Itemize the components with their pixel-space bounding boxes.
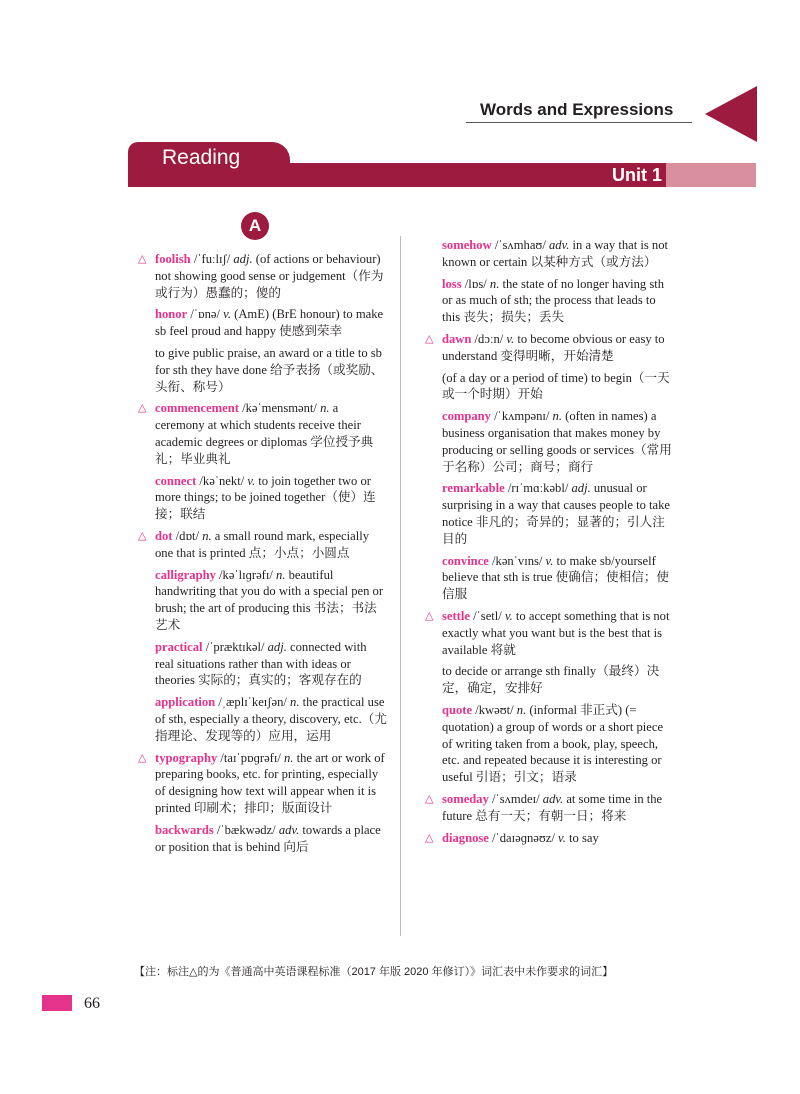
definition: (of actions or behaviour) not showing good sense or judgement（作为或行为）愚蠢的；傻的	[155, 252, 384, 300]
part-of-speech: v.	[223, 307, 231, 322]
part-of-speech: adv.	[548, 238, 570, 252]
dictionary-entry	[442, 408, 674, 475]
phonetic: /kwəʊt/	[472, 702, 517, 717]
definition: the practical use of sth, especially a theory, discovery, etc.（尤指理论、发现等的）应用，运用	[155, 695, 387, 743]
triangle-marker-icon: △	[425, 830, 434, 844]
dictionary-entry	[442, 663, 674, 697]
headword: commencement	[155, 401, 239, 416]
phonetic: /ˈɒnə/	[187, 307, 224, 322]
phonetic: /rɪˈmɑːkəbl/	[504, 481, 572, 496]
definition: (often in names) a business organisation that makes money by producing or selling goods or services（常用于名称）公司；商号；商行	[442, 409, 672, 474]
part-of-speech: v.	[545, 553, 554, 568]
right-column	[425, 237, 674, 851]
dictionary-entry	[138, 750, 387, 817]
dictionary-entry	[442, 370, 674, 404]
definition: (of a day or a period of time) to begin（一天或一个时期）开始	[442, 370, 670, 402]
definition: in a way that is not known or certain 以某种方式（或方法）	[442, 238, 669, 269]
column-divider	[400, 236, 401, 936]
dictionary-entry	[442, 276, 674, 326]
headword: remarkable	[442, 481, 505, 496]
triangle-marker-icon: △	[138, 252, 147, 265]
section-letter-badge: A	[241, 212, 269, 240]
triangle-marker-icon: △	[138, 528, 147, 542]
part-of-speech: v.	[504, 608, 513, 623]
page-marker	[42, 995, 72, 1011]
dictionary-entry	[425, 830, 674, 847]
definition: connected with real situations rather than with ideas or theories 实际的；真实的；客观存在的	[155, 639, 367, 688]
definition: (AmE) (BrE honour) to make sb feel proud and happy 使感到荣幸	[155, 307, 384, 339]
footnote: 【注：标注△的为《普通高中英语课程标准（2017 年版 2020 年修订）》词汇表中未作要求的词汇】	[134, 966, 614, 978]
headword: somehow	[442, 238, 492, 252]
triangle-marker-icon: △	[138, 401, 147, 415]
definition: the state of no longer having sth or as much of sth; the process that leads to this 丧失；损失；丢失	[442, 276, 665, 325]
unit-label: Unit 1	[612, 165, 663, 185]
headword: backwards	[155, 822, 214, 837]
dictionary-entry	[155, 567, 387, 634]
dictionary-entry	[442, 702, 674, 786]
headword: honor	[155, 307, 188, 322]
part-of-speech: adj.	[233, 252, 253, 266]
title-underline	[466, 122, 692, 123]
phonetic: /ˌæplɪˈkeɪʃən/	[215, 695, 291, 710]
part-of-speech: n.	[489, 276, 500, 291]
definition: (informal 非正式) (= quotation) a group of words or a short piece of writing taken from a book, play, speech, etc. and repeated because it is interesting or useful 引语；引文；语录	[442, 702, 664, 785]
triangle-marker-icon: △	[425, 331, 434, 345]
headword: settle	[442, 608, 470, 623]
part-of-speech: adj.	[571, 481, 591, 496]
definition: towards a place or position that is behind 向后	[155, 822, 381, 854]
definition: to accept something that is not exactly what you want but is the best that is available 将就	[442, 608, 670, 657]
phonetic: /ˈpræktɪkəl/	[202, 639, 268, 654]
phonetic: /kəˈnekt/	[196, 473, 248, 488]
dictionary-entry	[138, 400, 387, 467]
definition: to become obvious or easy to understand 变得明晰，开始清楚	[442, 331, 665, 363]
triangle-marker-icon: △	[138, 750, 147, 764]
definition: beautiful handwriting that you do with a special pen or brush; the art of producing this 书法；书法艺术	[155, 567, 384, 632]
phonetic: /ˈbækwədz/	[213, 822, 279, 837]
header-band-accent	[666, 163, 756, 187]
part-of-speech: adj.	[267, 639, 287, 654]
headword: dawn	[442, 331, 472, 346]
headword: connect	[155, 473, 197, 488]
headword: loss	[442, 276, 462, 291]
part-of-speech: v.	[558, 830, 566, 845]
definition: a ceremony at which students receive their academic degrees or diplomas 学位授予典礼；毕业典礼	[155, 401, 374, 466]
triangle-marker-icon: △	[425, 608, 434, 622]
headword: diagnose	[442, 830, 489, 845]
part-of-speech: n.	[516, 702, 527, 717]
definition: a small round mark, especially one that is printed 点；小点；小圆点	[155, 528, 370, 560]
phonetic: /kənˈvɪns/	[488, 553, 546, 568]
headword: someday	[442, 791, 489, 806]
dictionary-entry	[155, 639, 387, 689]
page-number: 66	[84, 995, 100, 1012]
part-of-speech: n.	[320, 401, 330, 416]
headword: application	[155, 695, 216, 710]
definition: to join together two or more things; to be joined together（使）连接；联结	[155, 473, 376, 522]
phonetic: /kəˈlɪɡrəfɪ/	[215, 567, 277, 582]
dictionary-entry	[138, 251, 387, 301]
dictionary-entry	[155, 694, 387, 744]
definition: to decide or arrange sth finally（最终）决定，确定，安排好	[442, 664, 660, 696]
dictionary-entry	[442, 480, 674, 547]
phonetic: /kəˈmensmənt/	[238, 401, 321, 416]
part-of-speech: adv.	[278, 822, 300, 837]
dictionary-entry	[155, 473, 387, 523]
left-column	[138, 251, 387, 860]
dictionary-entry	[425, 791, 674, 825]
phonetic: /ˈfuːlɪʃ/	[190, 252, 234, 266]
dictionary-entry	[138, 528, 387, 562]
phonetic: /dɒt/	[172, 528, 203, 543]
phonetic: /dɔːn/	[471, 331, 507, 346]
headword: practical	[155, 639, 203, 654]
part-of-speech: v.	[247, 473, 256, 488]
headword: company	[442, 409, 491, 424]
phonetic: /lɒs/	[461, 276, 490, 291]
part-of-speech: adv.	[542, 791, 564, 806]
dictionary-entry	[442, 237, 674, 271]
phonetic: /ˈdaɪəɡnəʊz/	[488, 830, 559, 845]
part-of-speech: n.	[276, 567, 286, 582]
definition: the art or work of preparing books, etc. for printing, especially of designing how text will appear when it is printed 印刷术；排印；版面设计	[155, 750, 385, 815]
reading-label: Reading	[162, 146, 241, 169]
definition: unusual or surprising in a way that causes people to take notice 非凡的；奇异的；显著的；引人注目的	[442, 481, 671, 546]
section-title: Words and Expressions	[480, 100, 674, 119]
definition: at some time in the future 总有一天；有朝一日；将来	[442, 791, 663, 823]
part-of-speech: n.	[202, 528, 212, 543]
phonetic: /ˈsʌmhaʊ/	[491, 238, 549, 252]
dictionary-entry	[155, 345, 387, 395]
dictionary-entry	[155, 822, 387, 856]
phonetic: /ˈkʌmpənɪ/	[490, 409, 553, 424]
headword: dot	[155, 528, 173, 543]
phonetic: /taɪˈpɒɡrəfɪ/	[217, 750, 285, 765]
phonetic: /ˈsʌmdeɪ/	[488, 791, 543, 806]
headword: quote	[442, 702, 473, 717]
part-of-speech: n.	[290, 695, 300, 710]
headword: convince	[442, 553, 489, 568]
headword: typography	[155, 750, 218, 765]
part-of-speech: n.	[552, 409, 562, 424]
dictionary-entry	[425, 608, 674, 658]
part-of-speech: n.	[284, 750, 294, 765]
dictionary-entry	[425, 331, 674, 365]
arrow-decoration	[705, 86, 757, 142]
triangle-marker-icon: △	[425, 791, 434, 805]
dictionary-entry	[155, 306, 387, 340]
dictionary-entry	[442, 553, 674, 603]
headword: calligraphy	[155, 567, 216, 582]
headword: foolish	[155, 252, 191, 266]
definition: to say	[565, 830, 599, 845]
definition: to give public praise, an award or a title to sb for sth they have done 给予表扬（或奖励、头衔、称号）	[155, 345, 384, 394]
definition: to make sb/yourself believe that sth is true 使确信；使相信；使信服	[442, 553, 670, 602]
phonetic: /ˈsetl/	[469, 608, 505, 623]
part-of-speech: v.	[506, 331, 515, 346]
